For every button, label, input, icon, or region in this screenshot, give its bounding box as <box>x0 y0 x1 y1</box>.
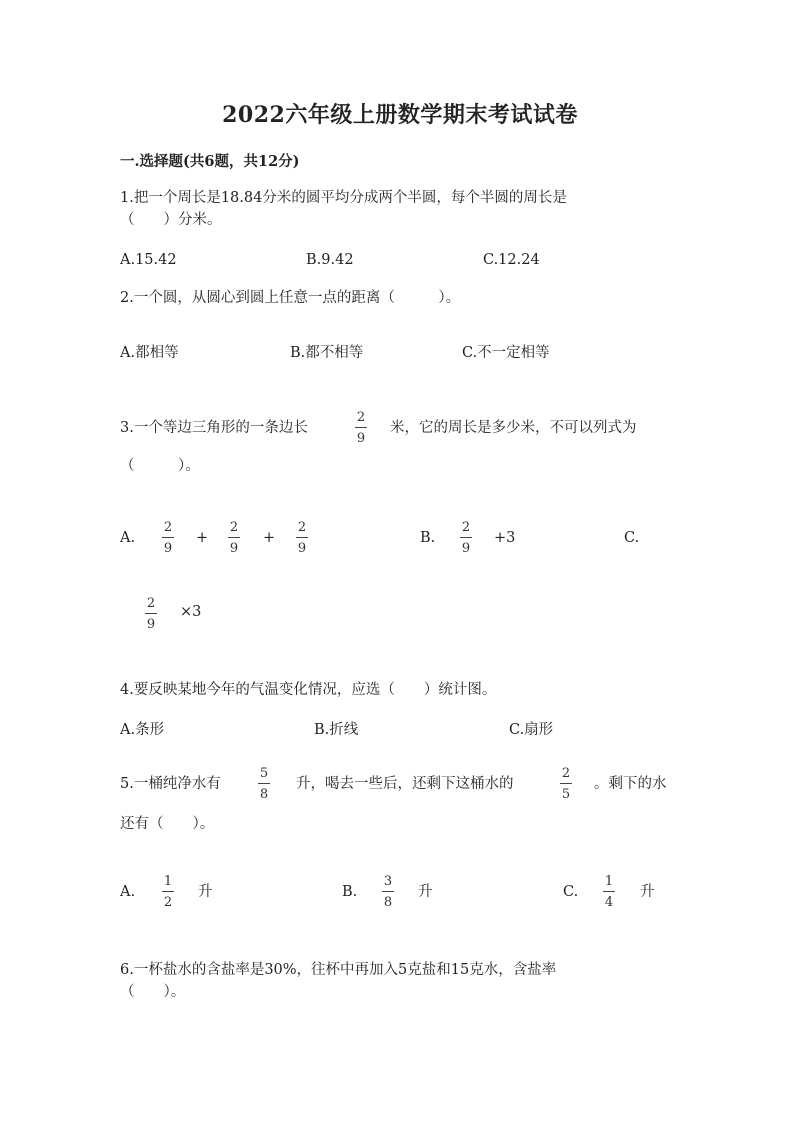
question-3-option-c-label: C. <box>624 530 640 546</box>
fraction-numerator: 2 <box>146 596 156 611</box>
fraction-numerator: 2 <box>229 520 239 535</box>
question-5-part-3: 。剩下的水 <box>594 776 667 792</box>
question-5-option-c-fraction <box>601 874 617 910</box>
fraction-denominator: 5 <box>561 787 571 802</box>
question-4-option-a: A.条形 <box>120 722 165 738</box>
question-2-option-a: A.都相等 <box>120 345 179 361</box>
fraction-numerator: 3 <box>383 874 393 889</box>
question-5-option-b-label: B. <box>342 884 358 900</box>
question-3-option-a-label: A. <box>120 530 136 546</box>
question-4-text: 4.要反映某地今年的气温变化情况，应选（ ）统计图。 <box>120 682 497 698</box>
question-5-line-2: 还有（ ）。 <box>120 816 215 832</box>
fraction-numerator: 2 <box>356 410 366 425</box>
question-3-text-before: 3.一个等边三角形的一条边长 <box>120 420 308 436</box>
fraction-denominator: 2 <box>163 895 173 910</box>
question-3-option-c-suffix: ×3 <box>180 604 202 620</box>
question-3-text-after: 米，它的周长是多少米，不可以列式为 <box>390 420 637 436</box>
fraction-denominator: 9 <box>356 431 366 446</box>
fraction-denominator: 9 <box>461 541 471 556</box>
question-6-line-1: 6.一杯盐水的含盐率是30%，往杯中再加入5克盐和15克水，含盐率 <box>120 962 557 978</box>
question-1-option-a: A.15.42 <box>120 252 177 268</box>
fraction-numerator: 5 <box>259 766 269 781</box>
fraction-numerator: 2 <box>461 520 471 535</box>
question-5-part-1: 5.一桶纯净水有 <box>120 776 221 792</box>
question-5-part-2: 升，喝去一些后，还剩下这桶水的 <box>296 776 514 792</box>
plus-sign: + <box>196 530 209 546</box>
question-3-option-a-fraction-2 <box>226 520 242 556</box>
question-2-option-b: B.都不相等 <box>290 345 364 361</box>
fraction-numerator: 2 <box>561 766 571 781</box>
fraction-denominator: 9 <box>297 541 307 556</box>
question-5-option-c-label: C. <box>563 884 579 900</box>
fraction-denominator: 9 <box>229 541 239 556</box>
question-2-option-c: C.不一定相等 <box>462 345 550 361</box>
question-4-option-c: C.扇形 <box>509 722 554 738</box>
question-1-line-1: 1.把一个周长是18.84分米的圆平均分成两个半圆，每个半圆的周长是 <box>120 190 567 206</box>
question-3-option-b-suffix: +3 <box>494 530 516 546</box>
plus-sign: + <box>263 530 276 546</box>
fraction-numerator: 2 <box>297 520 307 535</box>
question-3-option-b-fraction <box>458 520 474 556</box>
page-title: 2022六年级上册数学期末考试试卷 <box>222 102 578 128</box>
question-3-option-a-fraction-1 <box>160 520 176 556</box>
question-1-line-2: （ ）分米。 <box>120 212 222 228</box>
question-5-option-a-unit: 升 <box>198 884 213 900</box>
fraction-numerator: 2 <box>163 520 173 535</box>
fraction-numerator: 1 <box>604 874 614 889</box>
fraction-denominator: 9 <box>146 617 156 632</box>
question-6-line-2: （ ）。 <box>120 984 186 1000</box>
question-3-option-b-label: B. <box>420 530 436 546</box>
question-3-fraction <box>353 410 369 446</box>
question-5-fraction-2 <box>558 766 574 802</box>
section-heading: 一.选择题(共6题，共12分) <box>120 153 300 170</box>
question-5-option-b-unit: 升 <box>418 884 433 900</box>
question-5-option-a-fraction <box>160 874 176 910</box>
question-1-option-b: B.9.42 <box>306 252 354 268</box>
question-3-line-2: （ ）。 <box>120 458 200 474</box>
question-4-option-b: B.折线 <box>314 722 359 738</box>
fraction-denominator: 8 <box>259 787 269 802</box>
fraction-numerator: 1 <box>163 874 173 889</box>
question-5-option-a-label: A. <box>120 884 136 900</box>
question-1-option-c: C.12.24 <box>483 252 540 268</box>
question-5-option-c-unit: 升 <box>640 884 655 900</box>
fraction-denominator: 4 <box>604 895 614 910</box>
question-2-text: 2.一个圆，从圆心到圆上任意一点的距离（ ）。 <box>120 290 461 306</box>
question-5-option-b-fraction <box>380 874 396 910</box>
fraction-denominator: 9 <box>163 541 173 556</box>
question-3-option-a-fraction-3 <box>294 520 310 556</box>
fraction-denominator: 8 <box>383 895 393 910</box>
question-3-option-c-fraction <box>143 596 159 632</box>
question-5-fraction-1 <box>256 766 272 802</box>
